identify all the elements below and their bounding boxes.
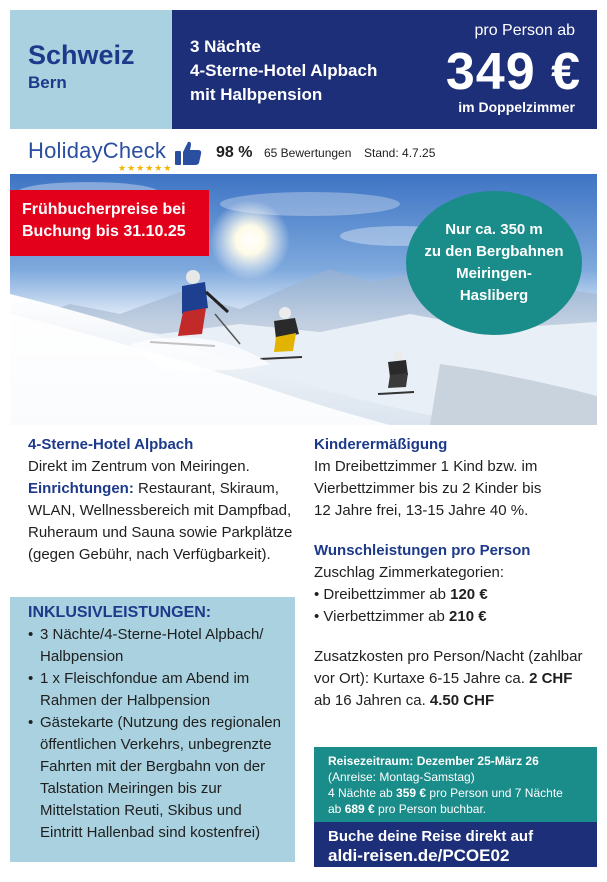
inclusion-item: • 1 x Fleischfondue am Abend im Rahmen der Halbpension — [28, 668, 287, 712]
review-count: 65 Bewertungen — [264, 146, 352, 160]
extra-costs-line — [314, 668, 600, 690]
badge-line: zu den Bergbahnen — [424, 243, 564, 260]
kurtaxe-child: 2 CHF — [529, 670, 573, 687]
country-title: Schweiz — [28, 40, 135, 70]
distance-badge — [406, 191, 582, 335]
kurtaxe-adult: 4.50 CHF — [429, 692, 495, 709]
surcharge-label: • Dreibettzimmer ab — [314, 586, 451, 603]
destination-panel — [10, 10, 172, 129]
price-suffix: im Doppelzimmer — [458, 99, 575, 115]
hotel-location: Direkt im Zentrum von Meiringen. — [28, 458, 250, 475]
wishes-subtitle: Zuschlag Zimmerkategorien: — [314, 564, 505, 581]
extra-costs-text: vor Ort): Kurtaxe 6-15 Jahre ca. — [314, 670, 530, 687]
extra-costs-text: ab 16 Jahren ca. — [314, 692, 430, 709]
cta-text: Buche deine Reise direkt auf — [328, 828, 534, 845]
inclusion-item: • 3 Nächte/4-Sterne-Hotel Alpbach/ Halbpension — [28, 624, 287, 668]
surcharge-price: 120 € — [450, 586, 488, 603]
early-booking-badge — [10, 190, 209, 256]
hotel-facilities — [28, 478, 300, 566]
room-surcharge-item — [314, 606, 600, 628]
inclusions-list — [28, 624, 287, 844]
offer-summary — [190, 35, 410, 107]
badge-line: Hasliberg — [459, 287, 529, 304]
extra-costs-line: Zusatzkosten pro Person/Nacht (zahlbar — [314, 648, 583, 665]
hotel-description — [28, 434, 300, 566]
badge-line: Meiringen- — [456, 265, 532, 282]
booking-price-line — [328, 785, 589, 801]
details-column — [314, 434, 600, 730]
price-7-nights: 689 € — [344, 802, 375, 816]
offer-line: 4-Sterne-Hotel Alpbach — [190, 61, 378, 80]
surcharge-price: 210 € — [449, 608, 487, 625]
arrival-days: (Anreise: Montag-Samstag) — [328, 770, 475, 784]
booking-link[interactable]: aldi-reisen.de/PCOE02 — [328, 846, 510, 865]
price-prefix: pro Person ab — [474, 22, 575, 39]
travel-period: Reisezeitraum: Dezember 25-März 26 — [328, 754, 539, 768]
hotel-title: 4-Sterne-Hotel Alpbach — [28, 436, 194, 453]
booking-text: pro Person und 7 Nächte — [426, 786, 563, 800]
children-discount — [314, 434, 600, 522]
logo-stars: ★★★★★★ — [118, 163, 173, 173]
extra-costs — [314, 646, 600, 712]
facilities-text: Restaurant, Skiraum, WLAN, Wellnessbereich mit Dampfbad, Ruheraum und Sauna sowie Parkplätze (gegen Gebühr, nach Verfügbarkeit). — [28, 480, 293, 563]
booking-cta — [314, 822, 597, 867]
inclusions-box — [10, 597, 295, 862]
rating-date: Stand: 4.7.25 — [364, 146, 436, 160]
rating-row — [28, 138, 588, 172]
offer-panel — [172, 10, 597, 129]
wishes-title: Wunschleistungen pro Person — [314, 542, 531, 559]
optional-services — [314, 540, 600, 628]
children-line: Im Dreibettzimmer 1 Kind bzw. im — [314, 458, 538, 475]
room-surcharge-item — [314, 584, 600, 606]
booking-text: ab — [328, 802, 345, 816]
offer-line: 3 Nächte — [190, 37, 261, 56]
inclusion-item: • Gästekarte (Nutzung des regionalen öffentlichen Verkehrs, unbegrenzte Fahrten mit der Bergbahn von der Talstation Meiringen bis zur Mittelstation Reuti, Skibus und Eintritt Hallenbad sind kostenfrei) — [28, 712, 287, 844]
city-subtitle: Bern — [28, 73, 67, 92]
badge-line: Nur ca. 350 m — [445, 221, 543, 238]
children-line: 12 Jahre frei, 13-15 Jahre 40 %. — [314, 502, 529, 519]
price: 349 € — [445, 43, 581, 101]
children-line: Vierbettzimmer bis zu 2 Kinder bis — [314, 480, 542, 497]
surcharge-label: • Vierbettzimmer ab — [314, 608, 450, 625]
rating-percent: 98 % — [216, 144, 253, 161]
promo-line: Buchung bis 31.10.25 — [22, 223, 186, 240]
children-title: Kinderermäßigung — [314, 436, 448, 453]
promo-line: Frühbucherpreise bei — [22, 201, 186, 218]
holidaycheck-logo: HolidayCheck — [28, 138, 167, 163]
booking-text: pro Person buchbar. — [374, 802, 487, 816]
extra-costs-line — [314, 690, 600, 712]
booking-price-line — [328, 801, 589, 817]
price-4-nights: 359 € — [396, 786, 427, 800]
facilities-label: Einrichtungen: — [28, 480, 134, 497]
offer-line: mit Halbpension — [190, 85, 323, 104]
thumbs-up-icon — [174, 140, 202, 166]
travel-period-box — [314, 747, 597, 822]
inclusions-title: INKLUSIVLEISTUNGEN: — [28, 604, 212, 621]
booking-text: 4 Nächte ab — [328, 786, 397, 800]
